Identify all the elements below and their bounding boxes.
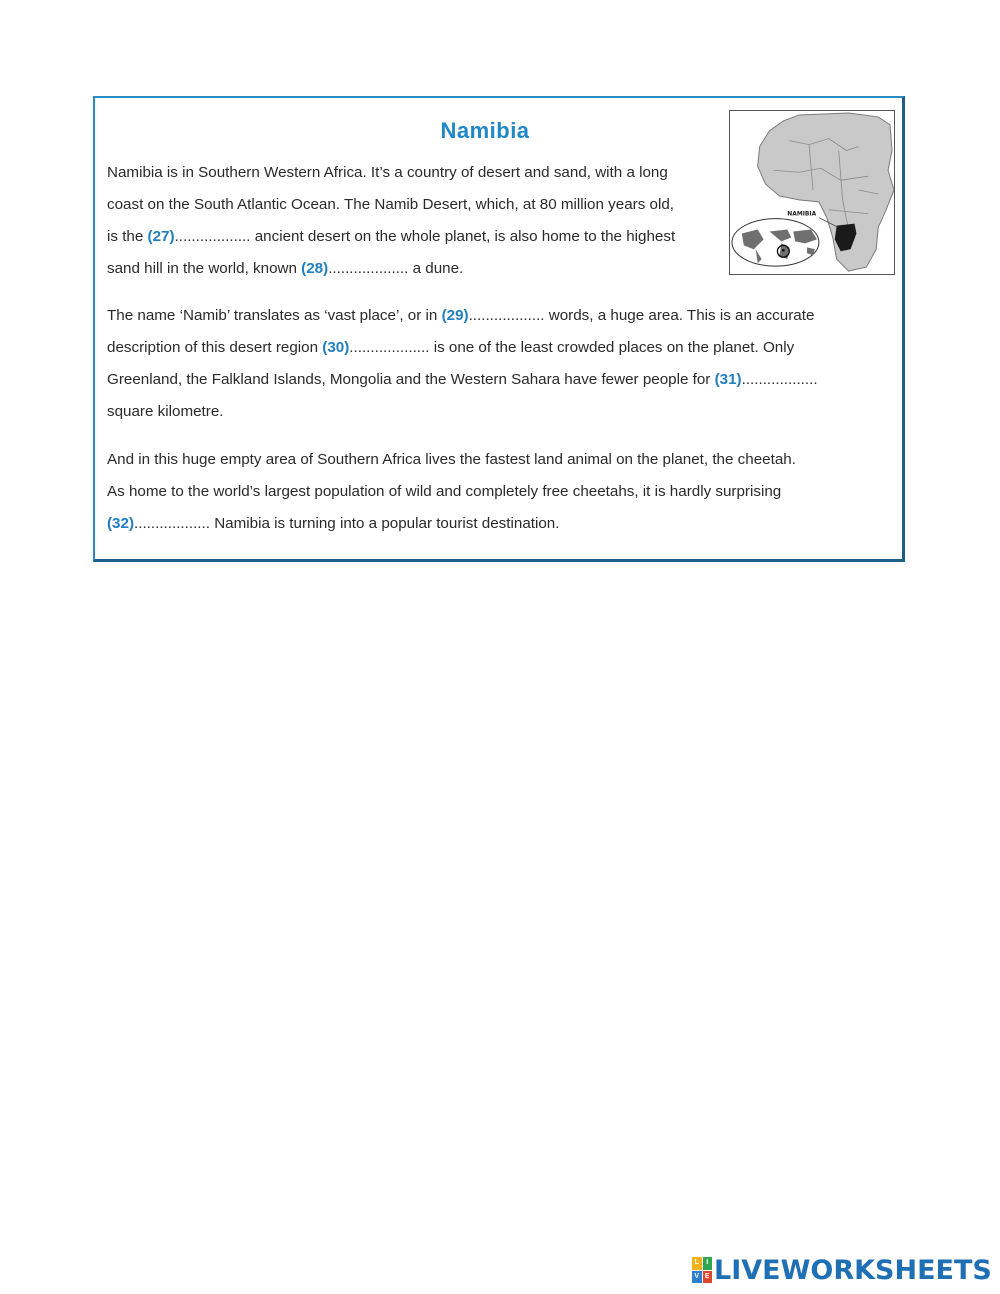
text-line: sand hill in the world, known (28)................... a dune. <box>107 260 464 277</box>
paragraph-cheetah <box>107 444 877 540</box>
text-line: Namibia is in Southern Western Africa. It’s a country of desert and sand, with a long <box>107 164 668 181</box>
gap-28[interactable]: (28) <box>301 260 329 277</box>
logo-mark-icon: L I V E <box>692 1257 712 1283</box>
gap-30[interactable]: (30) <box>322 339 350 356</box>
paragraph-intro <box>107 157 731 285</box>
page-title: Namibia <box>440 118 530 143</box>
paragraph-name-meaning <box>107 300 877 428</box>
text-line: And in this huge empty area of Southern Africa lives the fastest land animal on the planet, the cheetah. <box>107 451 796 468</box>
text-line: (32).................. Namibia is turning into a popular tourist destination. <box>107 515 560 532</box>
africa-map-icon <box>730 111 894 274</box>
liveworksheets-logo <box>692 1254 992 1286</box>
logo-text: LIVEWORKSHEETS <box>714 1254 992 1286</box>
text-line: As home to the world’s largest population of wild and completely free cheetahs, it is hardly surprising <box>107 483 782 500</box>
gap-32[interactable]: (32) <box>107 515 135 532</box>
text-line: The name ‘Namib’ translates as ‘vast place’, or in (29).................. words, a huge area. This is an accurate <box>107 307 815 324</box>
text-line: square kilometre. <box>107 403 224 420</box>
text-line: is the (27).................. ancient desert on the whole planet, is also home to the highest <box>107 228 676 245</box>
text-line: Greenland, the Falkland Islands, Mongolia and the Western Sahara have fewer people for (31).................. <box>107 371 818 388</box>
gap-31[interactable]: (31) <box>714 371 742 388</box>
gap-29[interactable]: (29) <box>441 307 469 324</box>
text-line: description of this desert region (30)................... is one of the least crowded places on the planet. Only <box>107 339 795 356</box>
map-label: NAMIBIA <box>787 211 817 218</box>
text-line: coast on the South Atlantic Ocean. The Namib Desert, which, at 80 million years old, <box>107 196 675 213</box>
namibia-map <box>729 110 895 275</box>
gap-27[interactable]: (27) <box>147 228 175 245</box>
worksheet-card <box>93 96 905 562</box>
